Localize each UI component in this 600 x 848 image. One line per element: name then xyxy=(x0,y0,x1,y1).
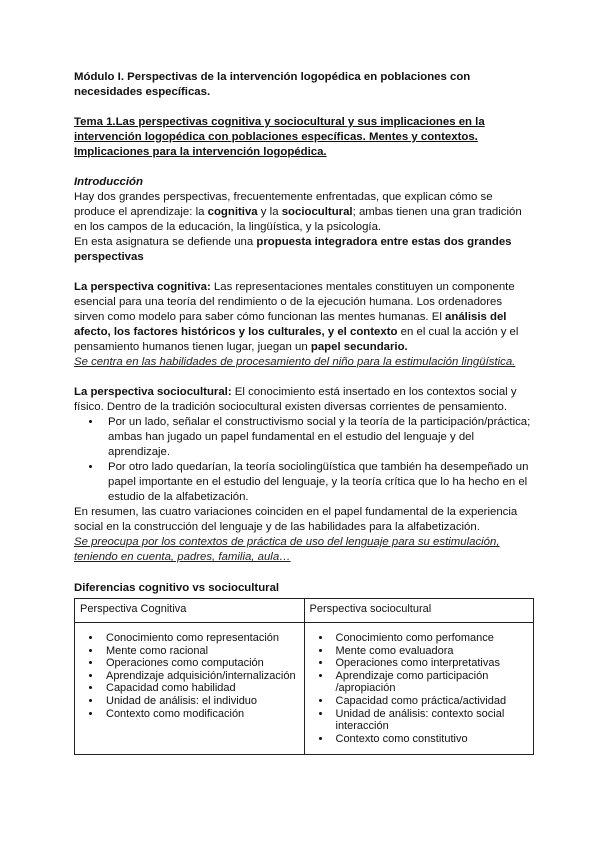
list-item: • Operaciones como computación xyxy=(102,657,299,670)
list-item: • Conocimiento como perfomance xyxy=(332,632,529,645)
comparison-table xyxy=(74,598,534,755)
list-item: • Unidad de análisis: contexto social interacción xyxy=(332,708,529,733)
list-item: • Mente como racional xyxy=(102,645,299,658)
list-item: • Unidad de análisis: el individuo xyxy=(102,695,299,708)
intro-paragraph-2: En esta asignatura se defiende una propuesta integradora entre estas dos grandes perspectivas xyxy=(74,236,512,263)
list-item: • Capacidad como habilidad xyxy=(102,682,299,695)
table-cell-sociocultural xyxy=(304,623,534,755)
list-item: • Operaciones como interpretativas xyxy=(332,657,529,670)
intro-paragraph: Hay dos grandes perspectivas, frecuentemente enfrentadas, que explican cómo se produce el aprendizaje: la cognitiva y la sociocultural; ambas tienen una gran tradición en los campos de la educación, la lingüística, y la psicología. xyxy=(74,191,522,233)
cognitive-paragraph: La perspectiva cognitiva: Las representaciones mentales constituyen un componente esencial para una teoría del rendimiento o de la ejecución humana. Los ordenadores sirven como modelo para saber cómo funcionan las mentes humanas. El análisis del afecto, los factores históricos y los culturales, y el contexto en el cual la acción y el pensamiento humanos tienen lugar, juegan un papel secundario. xyxy=(74,281,519,353)
table-cell-cognitive xyxy=(75,623,305,755)
list-item: • Aprendizaje como participación /apropiación xyxy=(332,670,529,695)
list-item: • Conocimiento como representación xyxy=(102,632,299,645)
intro-heading: Introducción xyxy=(74,176,143,188)
table-header-cognitive: Perspectiva Cognitiva xyxy=(75,599,305,623)
document-page xyxy=(74,70,534,755)
topic-title: Tema 1.Las perspectivas cognitiva y sociocultural y sus implicaciones en la intervención logopédica con poblaciones específicas. Mentes y contextos. Implicaciones para la intervención logopédica. xyxy=(74,116,485,158)
list-item: • Mente como evaluadora xyxy=(332,645,529,658)
table-header-sociocultural: Perspectiva sociocultural xyxy=(304,599,534,623)
summary-paragraph: En resumen, las cuatro variaciones coinciden en el papel fundamental de la experiencia social en la construcción del lenguaje y de las habilidades para la alfabetización. xyxy=(74,506,518,533)
list-item: • Por otro lado quedarían, la teoría sociolingüística que también ha desempeñado un papel importante en el estudio del lenguaje, y la teoría crítica que lo ha hecho en el estudio de la alfabetización. xyxy=(102,460,534,505)
list-item: • Capacidad como práctica/actividad xyxy=(332,695,529,708)
sociocultural-paragraph: La perspectiva sociocultural: El conocimiento está insertado en los contextos social y físico. Dentro de la tradición sociocultural existen diversas corrientes de pensamiento. xyxy=(74,386,517,413)
list-item: • Aprendizaje adquisición/internalización xyxy=(102,670,299,683)
list-item: • Por un lado, señalar el constructivismo social y la teoría de la participación/práctica; ambas han jugado un papel fundamental en el estudio del lenguaje y del aprendizaje. xyxy=(102,415,534,460)
sociocultural-list xyxy=(74,415,534,505)
cognitive-note: Se centra en las habilidades de procesamiento del niño para la estimulación lingüística. xyxy=(74,356,516,368)
sociocultural-note: Se preocupa por los contextos de práctica de uso del lenguaje para su estimulación, teniendo en cuenta, padres, familia, aula… xyxy=(74,536,500,563)
list-item: • Contexto como modificación xyxy=(102,708,299,721)
module-title: Módulo I. Perspectivas de la intervención logopédica en poblaciones con necesidades específicas. xyxy=(74,71,471,98)
list-item: • Contexto como constitutivo xyxy=(332,733,529,746)
table-title: Diferencias cognitivo vs sociocultural xyxy=(74,582,280,594)
